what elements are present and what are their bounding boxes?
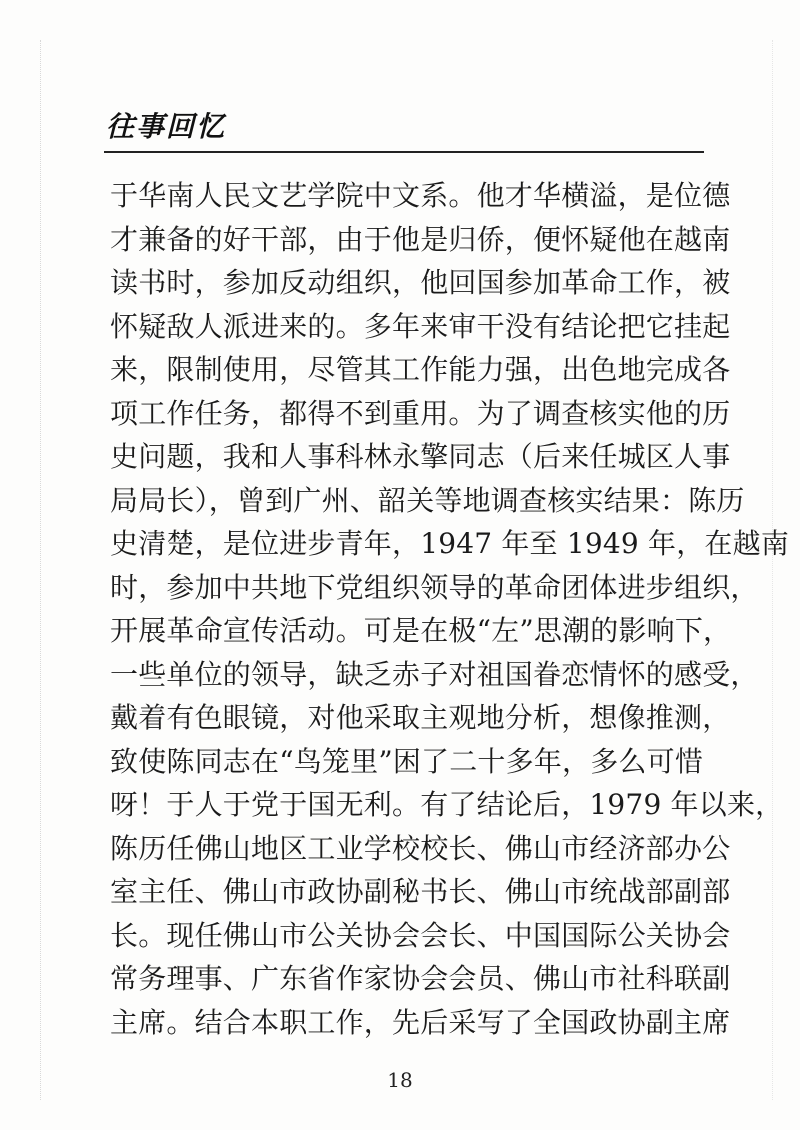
text-line: 于华南人民文艺学院中文系。他才华横溢，是位德 — [110, 179, 731, 212]
text-line: 项工作任务，都得不到重用。为了调查核实他的历 — [110, 396, 731, 430]
right-margin-dots — [772, 40, 773, 1100]
text-line: 开展革命宣传活动。可是在极“左”思潮的影响下， — [110, 614, 732, 647]
header-rule — [104, 151, 704, 153]
page-number: 18 — [387, 1068, 413, 1092]
text-line: 怀疑敌人派进来的。多年来审干没有结论把它挂起 — [110, 309, 731, 343]
body-text — [110, 174, 790, 1044]
text-line: 来，限制使用，尽管其工作能力强，出色地完成各 — [110, 353, 731, 386]
text-line: 史清楚，是位进步青年，1947 年至 1949 年，在越南 — [110, 527, 790, 560]
header-title: 往事回忆 — [106, 110, 227, 143]
text-line: 室主任、佛山市政协副秘书长、佛山市统战部副部 — [110, 875, 731, 908]
text-line: 常务理事、广东省作家协会会员、佛山市社科联副 — [110, 962, 731, 995]
running-header — [106, 110, 706, 154]
text-line: 主席。结合本职工作，先后采写了全国政协副主席 — [110, 1005, 731, 1039]
text-line: 戴着有色眼镜，对他采取主观地分析，想像推测， — [110, 701, 731, 734]
text-line: 局局长），曾到广州、韶关等地调查核实结果：陈历 — [110, 483, 745, 517]
text-line: 致使陈同志在“鸟笼里”困了二十多年，多么可惜 — [110, 744, 704, 778]
text-line: 时，参加中共地下党组织领导的革命团体进步组织， — [110, 570, 759, 604]
text-line: 读书时，参加反动组织，他回国参加革命工作，被 — [110, 266, 731, 299]
text-line: 长。现任佛山市公关协会会长、中国国际公关协会 — [110, 918, 731, 952]
left-margin-dots — [40, 40, 41, 1100]
text-line: 陈历任佛山地区工业学校校长、佛山市经济部办公 — [110, 831, 731, 865]
text-line: 史问题，我和人事科林永擎同志（后来任城区人事 — [110, 440, 731, 473]
text-line: 呀！于人于党于国无利。有了结论后，1979 年以来， — [110, 788, 784, 821]
text-line: 一些单位的领导，缺乏赤子对祖国眷恋情怀的感受， — [110, 657, 759, 691]
text-line: 才兼备的好干部，由于他是归侨，便怀疑他在越南 — [110, 222, 731, 256]
